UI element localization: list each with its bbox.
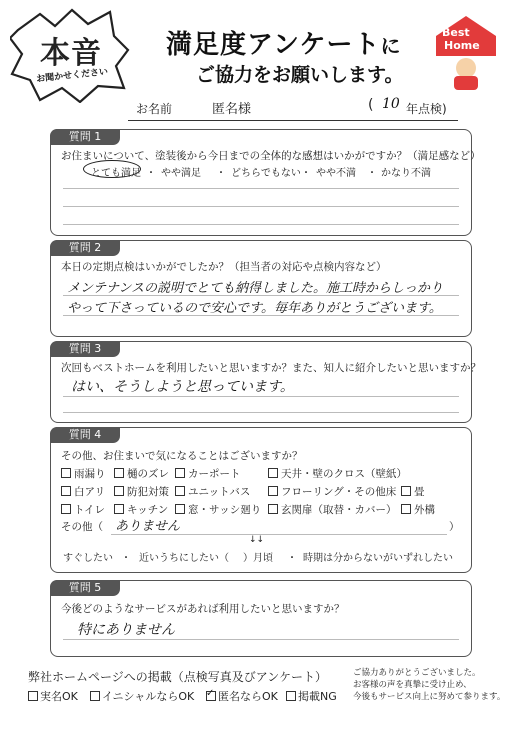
question-1-text: お住まいについて、塗装後から今日までの全体的な感想はいかがですか？（満足感など） — [61, 150, 481, 162]
consent-initial: イニシャルならOK — [90, 688, 194, 704]
question-3-label: 質問 3 — [50, 341, 120, 357]
q2-answer-line-2: やって下さっているので安心です。毎年ありがとうございます。 — [67, 301, 442, 316]
question-4-label: 質問 4 — [50, 427, 120, 443]
q4-timing-3: 時期は分からないがいずれしたい — [303, 553, 453, 564]
q4-item-door: 玄関扉（取替・カバー） — [268, 502, 397, 517]
survey-title: 満足度アンケートに — [166, 30, 402, 60]
q2-answer-line-1: メンテナンスの説明でとても納得しました。施工時からしっかり — [67, 281, 443, 296]
question-2 — [50, 240, 472, 337]
badge-main: 本音 — [40, 36, 102, 71]
consent-ng: 掲載NG — [286, 688, 337, 704]
q4-item-flooring: フローリング・その他床 — [268, 484, 396, 499]
badge-sub: お聞かせください — [35, 67, 109, 85]
q1-option-1: とても満足 — [91, 168, 141, 179]
q5-answer: 特にありません — [77, 622, 175, 638]
consent-real-name: 実名OK — [28, 688, 78, 704]
q4-item-amamori: 雨漏り — [61, 466, 106, 481]
logo-text-home: Home — [444, 39, 480, 52]
q4-item-carport: カーポート — [175, 466, 241, 481]
name-label: お名前 — [136, 102, 173, 116]
q4-other-answer: ありません — [115, 519, 181, 534]
q4-item-window: 窓・サッシ廻り — [175, 502, 261, 517]
checkmark-icon — [206, 691, 216, 701]
q4-timing-2-close: ）月頃 — [243, 553, 273, 564]
question-5-label: 質問 5 — [50, 580, 120, 596]
q1-option-3: どちらでもない — [231, 168, 301, 179]
q4-timing-2: 近いうちにしたい（ — [139, 553, 229, 564]
q4-item-cloth: 天井・壁のクロス（壁紙） — [268, 466, 407, 481]
q4-timing-arrows: ↓↓ — [249, 535, 265, 545]
q4-timing-1: すぐしたい — [63, 553, 113, 564]
q4-other-close: ） — [449, 521, 460, 533]
question-1: 質問 1 お住まいについて、塗装後から今日までの全体的な感想はいかがですか？（満足感など） とても満足 ・ やや満足 ・ どちらでもない ・ やや不満 ・ かなり不満 — [50, 129, 472, 236]
inspection-year: 10 — [382, 96, 400, 112]
consent-anonymous: ✓ 匿名ならOK — [206, 688, 278, 704]
q4-item-tatami: 畳 — [401, 484, 425, 499]
name-row — [128, 96, 458, 121]
q4-item-shiroari: 白アリ — [61, 484, 105, 499]
q4-item-bohan: 防犯対策 — [114, 484, 169, 499]
question-1-label: 質問 1 — [50, 129, 120, 145]
q3-answer: はい、そうしようと思っています。 — [71, 379, 294, 395]
q4-item-unitbath: ユニットバス — [175, 484, 250, 499]
survey-subtitle: ご協力をお願いします。 — [196, 64, 404, 86]
thanks-line-3: 今後もサービス向上に努めて参ります。 — [353, 692, 506, 702]
name-value: 匿名様 — [212, 102, 252, 117]
q4-item-toilet: トイレ — [61, 502, 105, 517]
homepage-consent-title: 弊社ホームページへの掲載（点検写真及びアンケート） — [28, 670, 328, 684]
question-3 — [50, 341, 481, 423]
question-2-text: 本日の定期点検はいかがでしたか？（担当者の対応や点検内容など） — [61, 261, 387, 273]
q4-item-toi: 樋のズレ — [114, 466, 169, 481]
question-5-text: 今後どのようなサービスがあれば利用したいと思いますか？ — [61, 603, 345, 615]
best-home-logo — [432, 12, 500, 92]
q1-option-5: かなり不満 — [381, 168, 431, 179]
question-4: 質問 4 その他、お住まいで気になることはございますか？ 雨漏り 樋のズレ カーポート 天井・壁のクロス（壁紙） 白アリ 防犯対策 ユニットバス フローリング・その他床 畳 トイレ キッチン 窓・サッシ廻り 玄関扉（取替・カバー） 外構 その他（ ありません ） ↓↓ すぐしたい ・ 近いうちにしたい（ ）月頃 ・ 時期は分からないがいずれしたい — [50, 427, 472, 573]
q4-item-gaiko: 外構 — [401, 502, 435, 517]
q4-item-kitchen: キッチン — [114, 502, 168, 517]
thanks-line-2: お客様の声を真摯に受け止め、 — [353, 680, 472, 690]
q4-other-label: その他（ — [61, 521, 103, 533]
question-2-label: 質問 2 — [50, 240, 120, 256]
q1-option-2: やや満足 — [161, 168, 201, 179]
thanks-line-1: ご協力ありがとうございました。 — [353, 668, 481, 678]
question-5 — [50, 580, 472, 657]
question-4-text: その他、お住まいで気になることはございますか？ — [61, 450, 303, 462]
q1-selected-circle — [83, 160, 141, 178]
logo-text-best: Best — [442, 26, 470, 39]
inspection-open: ( — [368, 97, 374, 113]
inspection-suffix: 年点検) — [406, 102, 447, 116]
question-3-text: 次回もベストホームを利用したいと思いますか？また、知人に紹介したいと思いますか？ — [61, 362, 481, 374]
q1-option-4: やや不満 — [316, 168, 356, 179]
